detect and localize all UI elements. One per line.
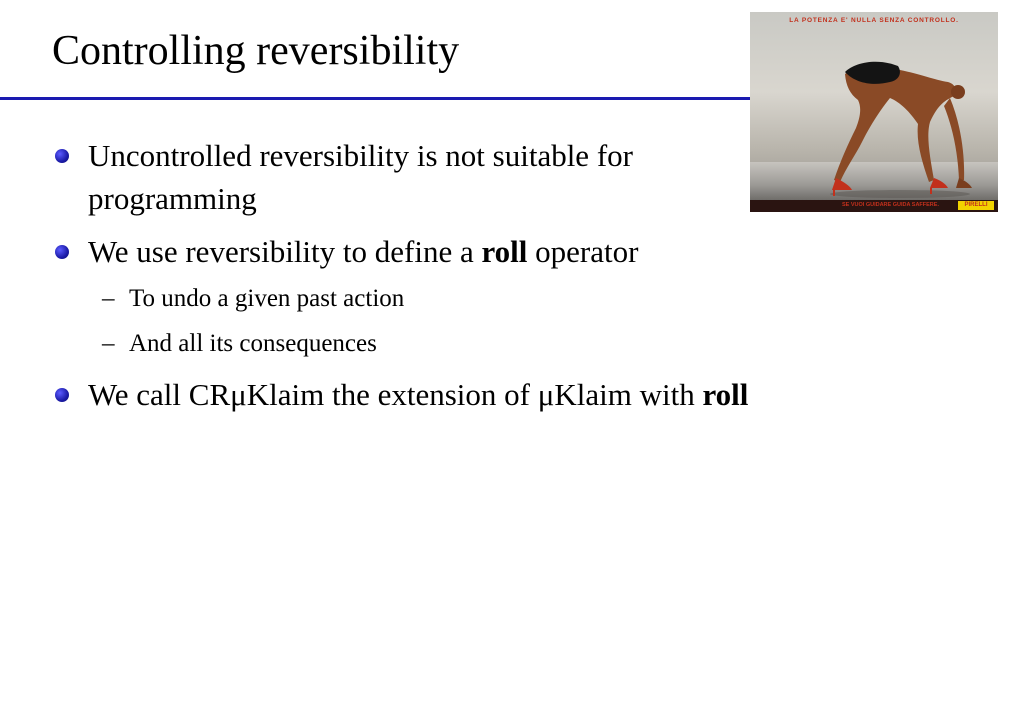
dash-marker: – [102, 330, 115, 357]
bullet-icon [55, 245, 69, 259]
bullet-1-line-2: programming [88, 181, 257, 216]
sub-item-1-text: To undo a given past action [129, 285, 405, 312]
sprinter-figure-icon [750, 12, 998, 212]
sub-item-2-text: And all its consequences [129, 330, 377, 357]
dash-marker: – [102, 285, 115, 312]
bullet-2-bold-term: roll [481, 234, 528, 269]
bullet-1-line-1: Uncontrolled reversibility is not suitable for [88, 138, 633, 173]
bullet-2-suffix: operator [527, 234, 639, 269]
sub-item-1 [102, 283, 405, 315]
bullet-icon [55, 149, 69, 163]
bullet-item-3 [88, 373, 748, 416]
bullet-3-prefix: We call CRμKlaim the extension of μKlaim with [88, 377, 703, 412]
bullet-3-bold-term: roll [702, 377, 749, 412]
sub-item-2 [102, 328, 377, 360]
bullet-2-prefix: We use reversibility to define a [88, 234, 482, 269]
ad-footer-band [750, 200, 998, 212]
ad-tagline: SE VUOI GUIDARE GUIDA SAFFERE. [842, 202, 939, 208]
ad-brand-logo: PIRELLI [958, 201, 994, 210]
bullet-item-1 [88, 134, 633, 220]
ad-headline: LA POTENZA E' NULLA SENZA CONTROLLO. [789, 17, 959, 24]
bullet-item-2 [88, 230, 638, 273]
slide-title: Controlling reversibility [52, 28, 460, 74]
bullet-icon [55, 388, 69, 402]
pirelli-ad-image [750, 12, 998, 212]
